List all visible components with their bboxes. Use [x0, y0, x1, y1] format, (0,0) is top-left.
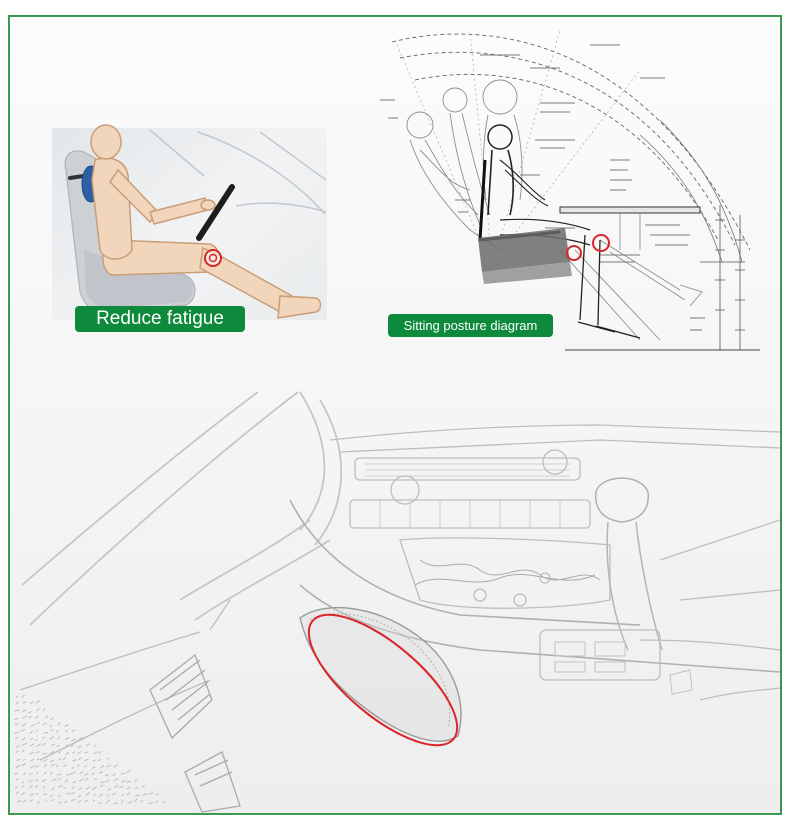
reach-arcs-solid — [640, 120, 742, 262]
dimension-scale — [700, 205, 745, 350]
brake-pedal — [185, 752, 240, 812]
storage-tray — [400, 538, 610, 608]
knee-marker-1 — [567, 246, 581, 260]
seated-head — [488, 125, 512, 149]
ghost-head-2 — [443, 88, 467, 112]
dashboard-lines — [330, 425, 780, 452]
reduce-fatigue-label: Reduce fatigue — [75, 306, 245, 332]
floor-mat-texture — [14, 695, 166, 804]
desk-stand — [620, 213, 640, 250]
ghost-head-1 — [407, 112, 433, 138]
desk-surface — [560, 207, 700, 213]
sitting-posture-label: Sitting posture diagram — [388, 314, 553, 337]
seated-arm — [500, 160, 548, 206]
steering-wheel-rim — [22, 392, 341, 625]
tray-item-2 — [514, 594, 526, 606]
tray-item-1 — [474, 589, 486, 601]
right-side-lines — [640, 520, 780, 700]
mannequin-hand — [201, 200, 215, 210]
reach-arcs — [392, 34, 750, 250]
gear-shift-lever — [607, 522, 662, 650]
ghost-head-3 — [483, 80, 517, 114]
mannequin-head — [91, 125, 121, 159]
car-interior-sketch — [14, 392, 780, 812]
vent-slats — [365, 464, 570, 476]
door-side-lines — [20, 600, 230, 760]
annotation-marks — [380, 45, 705, 330]
controller-buttons — [555, 642, 692, 694]
knee-target-outer — [205, 250, 221, 266]
seated-torso — [488, 150, 513, 215]
knee-marker-2 — [593, 235, 609, 251]
car-interior-lines — [150, 130, 326, 214]
tray-cables — [415, 560, 600, 585]
air-vent — [355, 458, 580, 480]
steering-wheel — [199, 187, 232, 238]
driver-illustration — [65, 125, 326, 318]
accelerator-pedal — [150, 655, 212, 738]
knee-target-icon — [205, 250, 221, 266]
ghost-body-1 — [410, 140, 500, 250]
mannequin-foot — [278, 296, 321, 318]
mannequin-forearm — [150, 198, 208, 224]
gear-shift-knob — [596, 478, 649, 522]
knee-pad — [300, 608, 461, 742]
posture-diagram — [380, 30, 760, 350]
